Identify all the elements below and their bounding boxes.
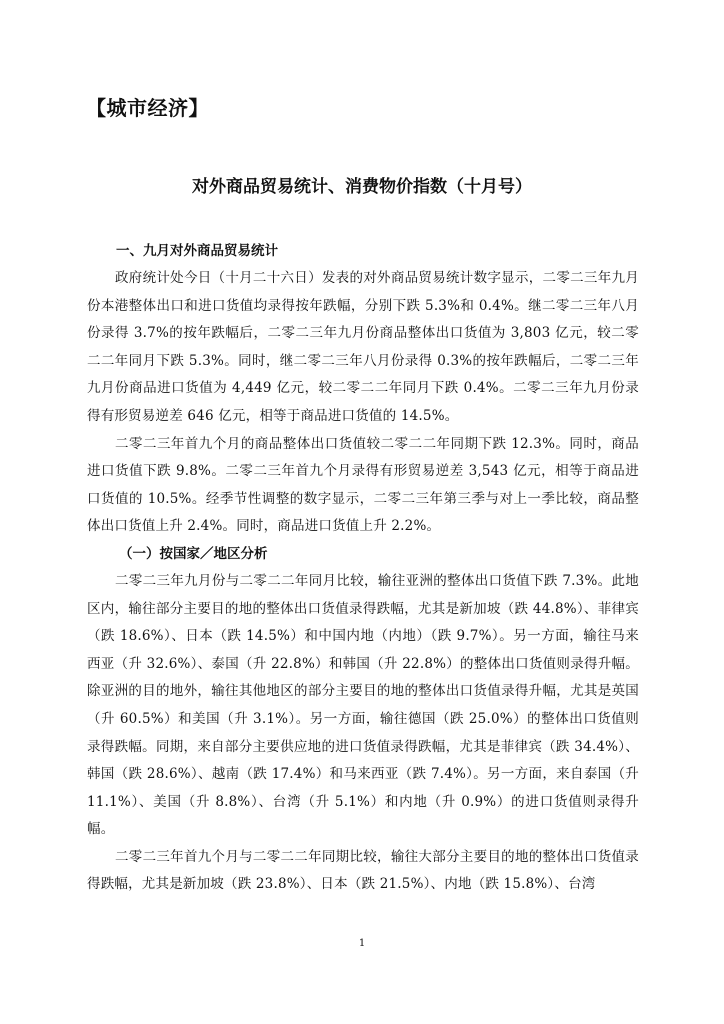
paragraph: 二零二三年九月份与二零二二年同月比较，输往亚洲的整体出口货值下跌 7.3%。此地区内，输往部分主要目的地的整体出口货值录得跌幅，尤其是新加坡（跌 44.8%）、菲律宾（跌 18.6%）、日本（跌 14.5%）和中国内地（内地）（跌 9.7%）。另一方面，输往马来西亚（升 32.6%）、泰国（升 22.8%）和韩国（升 22.8%）的整体出口货值则录得升幅。除亚洲的目的地外，输往其他地区的部分主要目的地的整体出口货值录得升幅，尤其是英国（升 60.5%）和美国（升 3.1%）。另一方面，输往德国（跌 25.0%）的整体出口货值则录得跌幅。同期，来自部分主要供应地的进口货值录得跌幅，尤其是菲律宾（跌 34.4%）、韩国（跌 28.6%）、越南（跌 17.4%）和马来西亚（跌 7.4%）。另一方面，来自泰国（升 11.1%）、美国（升 8.8%）、台湾（升 5.1%）和内地（升 0.9%）的进口货值则录得升幅。 (87, 572, 639, 838)
section-heading: 一、九月对外商品贸易统计 (116, 243, 278, 259)
body-content (87, 238, 639, 899)
section-tag: 【城市经济】 (86, 96, 209, 120)
paragraph: 二零二三年首九个月的商品整体出口货值较二零二二年同期下跌 12.3%。同时，商品进口货值下跌 9.8%。二零二三年首九个月录得有形贸易逆差 3,543 亿元，相等于商品进口货值的 10.5%。经季节性调整的数字显示，二零二三年第三季与对上一季比较，商品整体出口货值上升 2.4%。同时，商品进口货值上升 2.2%。 (87, 435, 639, 535)
document-title: 对外商品贸易统计、消费物价指数（十月号） (192, 177, 532, 197)
page-number: 1 (358, 938, 366, 949)
subsection-heading: （一）按国家／地区分析 (119, 545, 268, 562)
paragraph: 政府统计处今日（十月二十六日）发表的对外商品贸易统计数字显示，二零二三年九月份本港整体出口和进口货值均录得按年跌幅，分别下跌 5.3%和 0.4%。继二零二三年八月份录得 3.7%的按年跌幅后，二零二三年九月份商品整体出口货值为 3,803 亿元，较二零二二年同月下跌 5.3%。同时，继二零二三年八月份录得 0.3%的按年跌幅后，二零二三年九月份商品进口货值为 4,449 亿元，较二零二二年同月下跌 0.4%。二零二三年九月份录得有形贸易逆差 646 亿元，相等于商品进口货值的 14.5%。 (87, 270, 639, 424)
paragraph: 二零二三年首九个月与二零二二年同期比较，输往大部分主要目的地的整体出口货值录得跌幅，尤其是新加坡（跌 23.8%）、日本（跌 21.5%）、内地（跌 15.8%）、台湾 (87, 848, 639, 893)
